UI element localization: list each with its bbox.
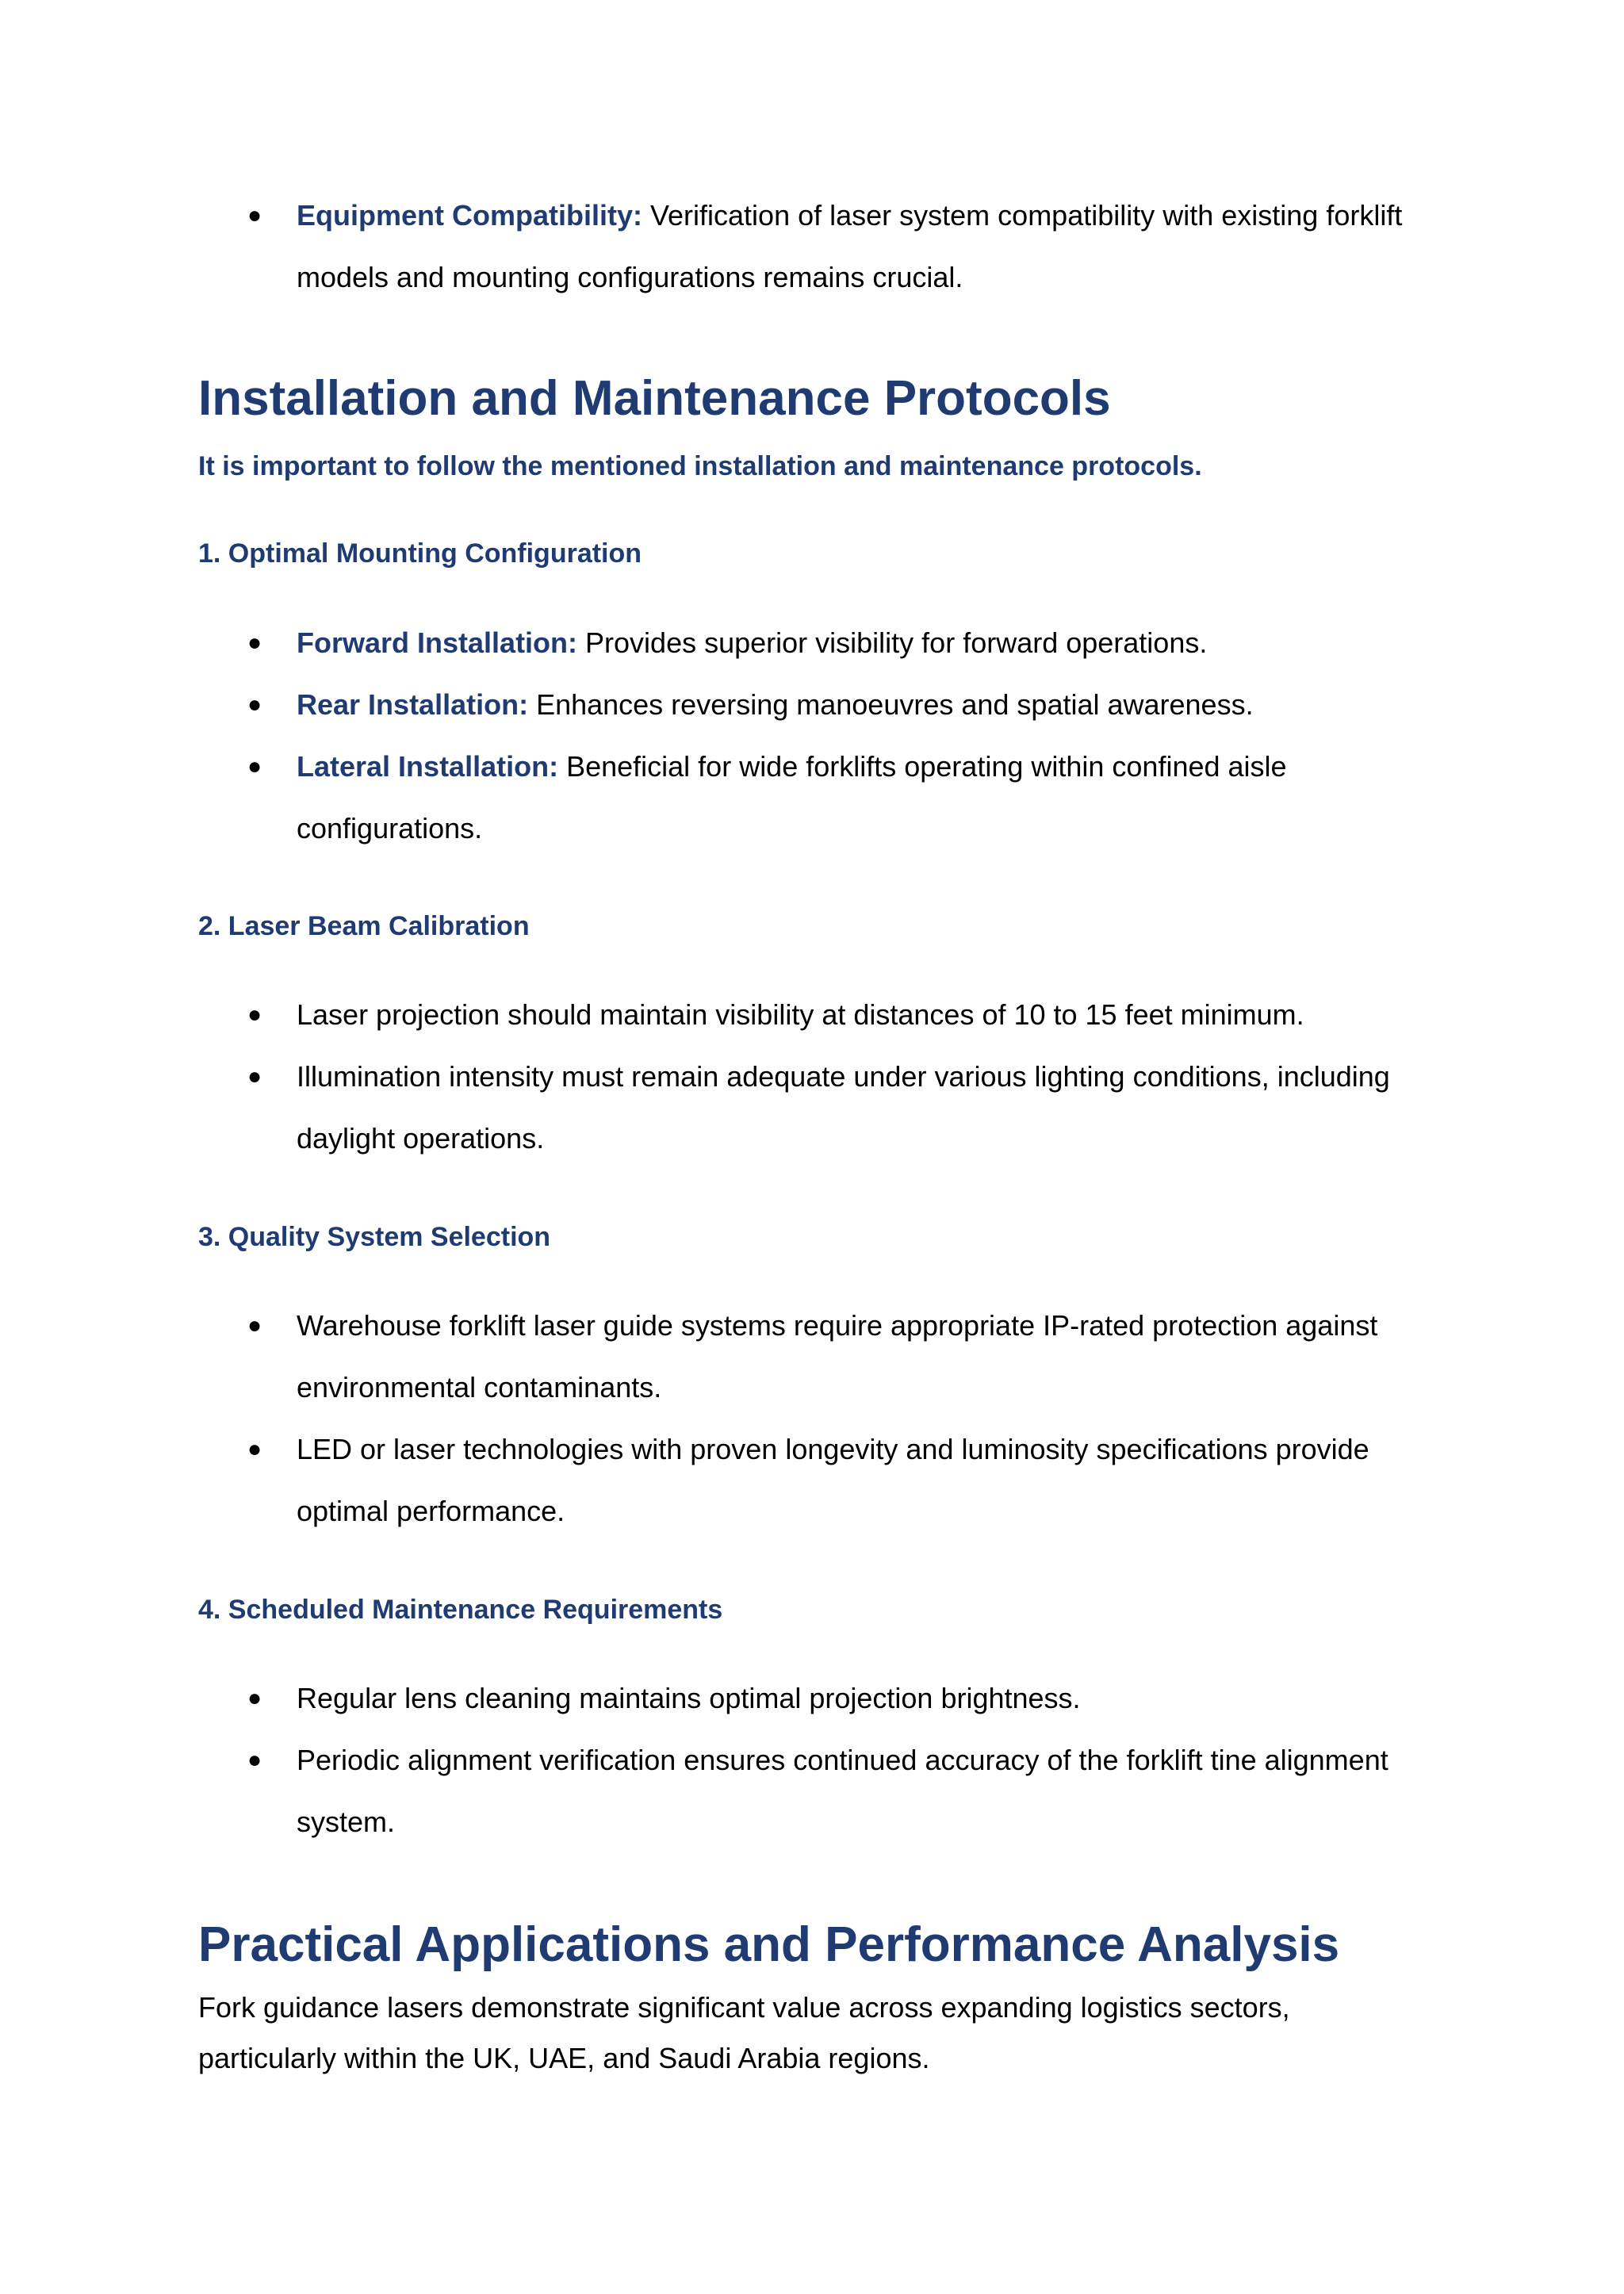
- bullet-icon: ●: [247, 1312, 262, 1338]
- section-subtitle: It is important to follow the mentioned installation and maintenance protocols.: [198, 451, 1202, 481]
- bullet-label: Rear Installation:: [297, 688, 529, 721]
- bullet-text: Regular lens cleaning maintains optimal projection brightness.: [297, 1682, 1081, 1714]
- bullet-text: Laser projection should maintain visibility at distances of 10 to 15 feet minimum.: [297, 998, 1304, 1031]
- bullet-icon: ●: [247, 1747, 262, 1773]
- bullet-icon: ●: [247, 202, 262, 228]
- bullet-label: Equipment Compatibility:: [297, 199, 642, 232]
- bullet-list: [198, 612, 1435, 860]
- bullet-icon: ●: [247, 691, 262, 718]
- subsection-heading: 3. Quality System Selection: [198, 1222, 551, 1252]
- bullet-icon: ●: [247, 630, 262, 656]
- bullet-list: [198, 1668, 1435, 1853]
- bullet-icon: ●: [247, 1001, 262, 1028]
- list-item: [198, 674, 1435, 736]
- subsection-heading: 2. Laser Beam Calibration: [198, 911, 530, 941]
- list-item: [198, 1295, 1435, 1419]
- list-item: [198, 736, 1435, 860]
- bullet-list: [198, 984, 1435, 1170]
- bullet-text: Verification of laser system compatibility with existing forklift models and mounting configurations remains crucial.: [297, 199, 1403, 293]
- list-item: [198, 612, 1435, 674]
- intro-bullet-list: [198, 185, 1435, 308]
- bullet-icon: ●: [247, 1685, 262, 1711]
- bullet-icon: ●: [247, 1436, 262, 1462]
- bullet-label: Lateral Installation:: [297, 750, 559, 783]
- list-item: [198, 185, 1435, 308]
- list-item: [198, 984, 1435, 1046]
- section-heading: Practical Applications and Performance Analysis: [198, 1917, 1340, 1972]
- bullet-list: [198, 1295, 1435, 1542]
- bullet-icon: ●: [247, 1063, 262, 1090]
- bullet-text: LED or laser technologies with proven longevity and luminosity specifications provide optimal performance.: [297, 1433, 1369, 1527]
- list-item: [198, 1729, 1435, 1853]
- bullet-label: Forward Installation:: [297, 626, 578, 659]
- bullet-text: Enhances reversing manoeuvres and spatial awareness.: [528, 688, 1254, 721]
- bullet-icon: ●: [247, 753, 262, 779]
- list-item: [198, 1419, 1435, 1542]
- bullet-text: Beneficial for wide forklifts operating within confined aisle configurations.: [297, 750, 1287, 844]
- bullet-text: Illumination intensity must remain adequate under various lighting conditions, including daylight operations.: [297, 1060, 1390, 1155]
- subsection-heading: 1. Optimal Mounting Configuration: [198, 538, 642, 569]
- list-item: [198, 1668, 1435, 1729]
- bullet-text: Warehouse forklift laser guide systems require appropriate IP-rated protection against environmental contaminants.: [297, 1309, 1378, 1404]
- bullet-text: Periodic alignment verification ensures continued accuracy of the forklift tine alignment system.: [297, 1744, 1388, 1838]
- subsection-heading: 4. Scheduled Maintenance Requirements: [198, 1595, 723, 1625]
- section-paragraph: Fork guidance lasers demonstrate significant value across expanding logistics sectors, particularly within the UK, UAE, and Saudi Arabia regions.: [198, 1991, 1290, 2074]
- bullet-text: Provides superior visibility for forward operations.: [577, 626, 1208, 659]
- list-item: [198, 1046, 1435, 1170]
- section-heading: Installation and Maintenance Protocols: [198, 371, 1111, 426]
